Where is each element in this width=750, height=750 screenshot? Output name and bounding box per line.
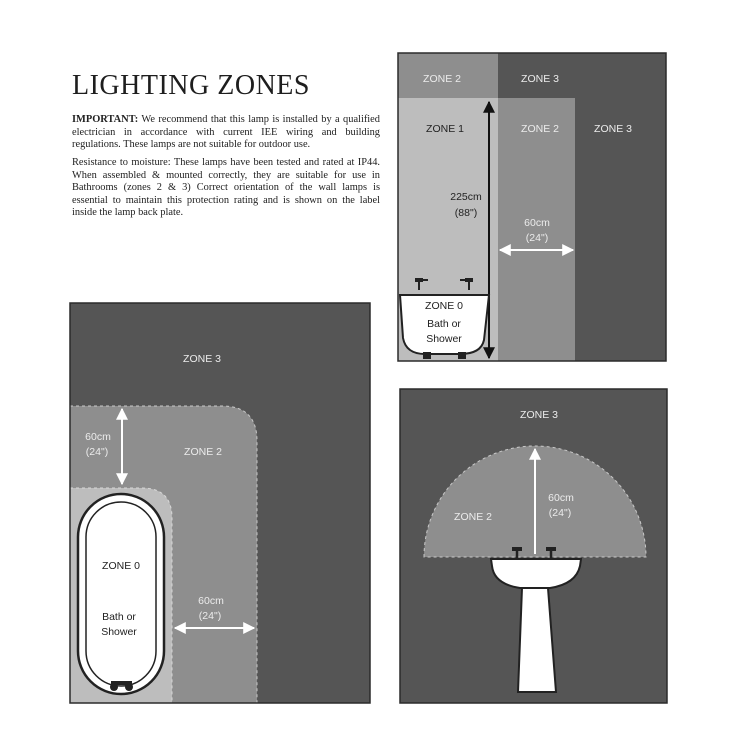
- side-zone1-label: ZONE 1: [426, 123, 464, 135]
- plan-bath-line2: Shower: [101, 626, 137, 638]
- side-width-value: 60cm: [524, 217, 550, 229]
- basin-radius-value: 60cm: [548, 492, 574, 504]
- plan-view-diagram: [70, 303, 370, 703]
- side-zone3-label: ZONE 3: [594, 123, 632, 135]
- basin-zone2-label: ZONE 2: [454, 511, 492, 523]
- side-zone2-top-label: ZONE 2: [423, 73, 461, 85]
- plan-side-inches: (24"): [198, 610, 222, 622]
- plan-top-value: 60cm: [85, 431, 111, 443]
- side-bath-line2: Shower: [426, 333, 462, 345]
- plan-bath-zone-label: ZONE 0: [102, 560, 140, 572]
- side-width-inches: (24"): [525, 232, 549, 244]
- basin-radius-inches: (24"): [548, 507, 572, 519]
- side-zone3-top-label: ZONE 3: [521, 73, 559, 85]
- plan-top-inches: (24"): [85, 446, 109, 458]
- page-title: LIGHTING ZONES: [72, 70, 310, 101]
- side-bath-zone-label: ZONE 0: [425, 300, 463, 312]
- plan-zone2-label: ZONE 2: [184, 446, 222, 458]
- basin-zone3-label: ZONE 3: [520, 409, 558, 421]
- important-label: IMPORTANT:: [72, 114, 139, 125]
- moisture-paragraph: Resistance to moisture: These lamps have been tested and rated at IP44. When assembled & mounted correctly, they are suitable for use in Bathrooms (zones 2 & 3) Correct orientation of the wall lamps is essential to maintain this protection rating and is shown on the label inside the lamp back plate.: [72, 157, 380, 219]
- important-text: We recommend that this lamp is installed by a qualified electrician in accordance with current IEE wiring and building regulations. These lamps are not suitable for outdoor use.: [72, 114, 380, 151]
- side-height-value: 225cm: [450, 191, 482, 203]
- basin-view-diagram: [400, 389, 667, 703]
- side-bath-line1: Bath or: [427, 318, 461, 330]
- side-zone2-label: ZONE 2: [521, 123, 559, 135]
- plan-bath-line1: Bath or: [102, 611, 136, 623]
- side-zone2-area: [498, 98, 575, 361]
- plan-zone3-label: ZONE 3: [183, 353, 221, 365]
- plan-bath-fixture: [78, 494, 164, 694]
- side-view-diagram: [398, 53, 666, 361]
- plan-side-value: 60cm: [198, 595, 224, 607]
- side-height-inches: (88"): [454, 207, 478, 219]
